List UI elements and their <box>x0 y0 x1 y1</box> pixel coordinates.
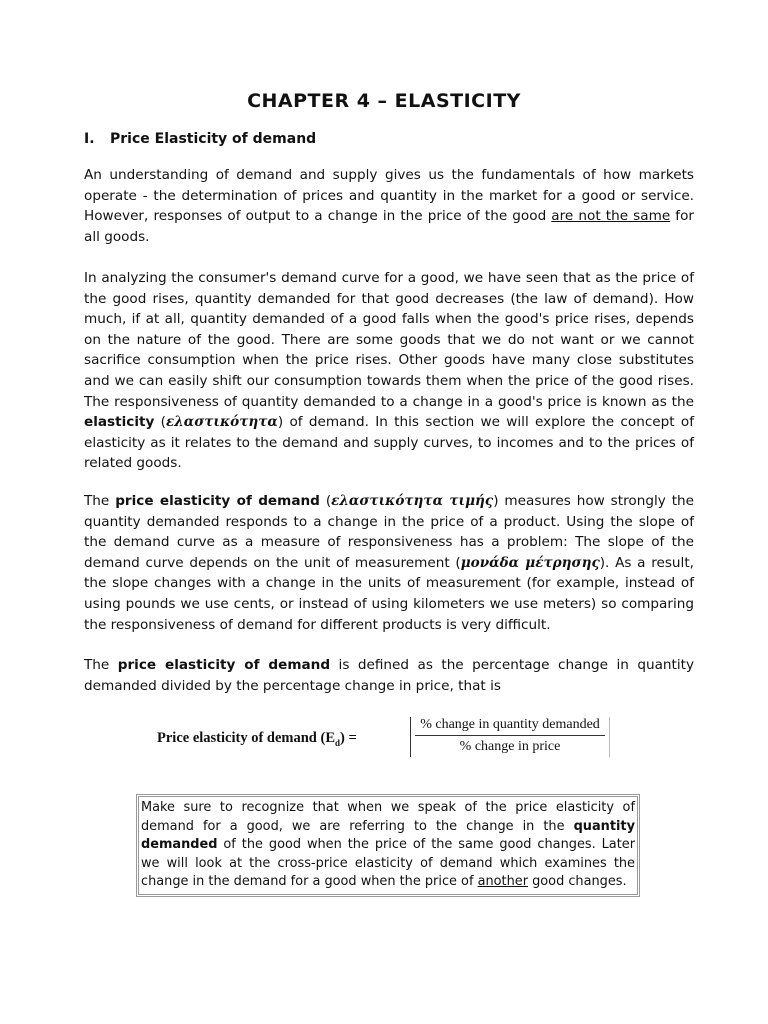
note-text <box>141 799 635 892</box>
text: An understanding of demand and supply gives us the fundamentals of how markets operate - the determination of prices and quantity in the market for a good or service. However, responses of output to a change in the price of the good <box>84 167 694 225</box>
paragraph-intro <box>84 165 694 247</box>
formula-numerator: % change in quantity demanded <box>415 717 605 736</box>
chapter-title: CHAPTER 4 – ELASTICITY <box>247 90 521 112</box>
formula-label <box>157 730 357 748</box>
formula-denominator: % change in price <box>459 739 561 754</box>
formula-fraction <box>410 717 610 757</box>
text: ( <box>154 414 166 431</box>
paragraph-price-elasticity <box>84 491 694 635</box>
underlined-text: another <box>477 874 529 890</box>
section-heading <box>84 131 316 147</box>
bold-term: price elasticity of demand <box>117 657 331 673</box>
paragraph-definition <box>84 655 694 696</box>
text: is defined as the percentage change in quantity demanded divided by the percentage change in price, that is <box>84 657 694 694</box>
greek-term: ελαστικότητα τιμής <box>331 493 494 509</box>
text: ) of demand. In this section we will explore the concept of elasticity as it relates to the demand and supply curves, to incomes and to the prices of related goods. <box>84 414 695 472</box>
underlined-text: are not the same <box>551 208 671 225</box>
paragraph-demand-curve <box>84 268 694 474</box>
greek-term: μονάδα μέτρησης <box>460 554 600 571</box>
text: good changes. <box>528 874 627 890</box>
greek-term: ελαστικότητα <box>165 414 278 431</box>
bold-term: quantity demanded <box>141 818 635 853</box>
text: In analyzing the consumer's demand curve for a good, we have seen that as the price of the good rises, quantity demanded for that good decreases (the law of demand). How much, if at all, quantity demanded of a good falls when the good's price rises, depends on the nature of the good. There are some goods that we do not want or we cannot sacrifice consumption when the price rises. Other goods have many close substitutes and we can easily shift our consumption towards them when the price of the good rises. The responsiveness of quantity demanded to a change in a good's price is known as the <box>84 270 694 410</box>
text: The <box>84 493 116 509</box>
text: for all goods. <box>84 208 694 245</box>
text: The <box>84 657 118 673</box>
section-label: Price Elasticity of demand <box>110 131 317 147</box>
text: of the good when the price of the same good changes. Later we will look at the cross-price elasticity of demand which examines the change in the demand for a good when the price of <box>141 837 635 890</box>
elasticity-formula <box>157 715 617 759</box>
text: ( <box>319 493 332 509</box>
formula-subscript: d <box>335 737 341 748</box>
formula-label-text: Price elasticity of demand (E <box>157 730 335 746</box>
text: ) measures how strongly the quantity demanded responds to a change in the price of a product. Using the slope of the demand curve as a measure of responsiveness has a problem: The slope of the demand curve depends on the unit of measurement ( <box>84 493 694 571</box>
text: Make sure to recognize that when we speak of the price elasticity of demand for a good, we are referring to the change in the <box>141 800 635 834</box>
section-number: I. <box>84 131 95 147</box>
bold-term: price elasticity of demand <box>115 493 320 509</box>
note-box <box>136 794 640 897</box>
bold-term: elasticity <box>84 414 155 431</box>
text: ). As a result, the slope changes with a change in the units of measurement (for example, instead of using pounds we use cents, or instead of using kilometers we use meters) so comparing the responsiveness of demand for different products is very difficult. <box>84 554 694 633</box>
formula-equals: ) = <box>340 730 357 746</box>
